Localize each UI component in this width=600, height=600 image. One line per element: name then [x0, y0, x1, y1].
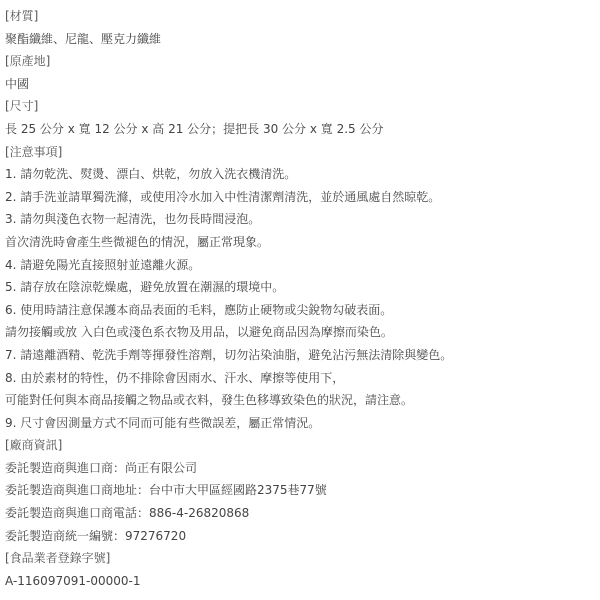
note-line: 8. 由於素材的特性，仍不排除會因雨水、汗水、摩擦等使用下，	[5, 370, 345, 385]
section-heading-registration: [食品業者登錄字號]	[5, 551, 111, 566]
note-line: 請勿接觸或放 入白色或淺色系衣物及用品，以避免商品因為摩擦而染色。	[5, 325, 393, 340]
vendor-phone: 委託製造商與進口商電話：886-4-26820868	[5, 506, 250, 521]
section-heading-notes: [注意事項]	[5, 144, 63, 159]
note-line: 可能對任何與本商品接觸之物品或衣料，發生色移導致染色的狀況，請注意。	[5, 393, 414, 408]
registration-number: A-116097091-00000-1	[5, 573, 141, 588]
origin-text: 中國	[5, 76, 30, 91]
size-text: 長 25 公分 x 寬 12 公分 x 高 21 公分；提把長 30 公分 x 寬 2.5 公分	[5, 121, 384, 136]
section-heading-vendor: [廠商資訊]	[5, 438, 63, 453]
note-line: 9. 尺寸會因測量方式不同而可能有些微誤差，屬正常情況。	[5, 415, 321, 430]
section-heading-material: [材質]	[5, 9, 39, 23]
section-heading-size: [尺寸]	[5, 99, 39, 114]
material-text: 聚酯纖維、尼龍、壓克力纖維	[5, 31, 162, 46]
note-line: 首次清洗時會產生些微褪色的情況，屬正常現象。	[5, 234, 270, 249]
note-line: 3. 請勿與淺色衣物一起清洗，也勿長時間浸泡。	[5, 212, 261, 227]
note-line: 6. 使用時請注意保護本商品表面的毛料，應防止硬物或尖銳物勾破表面。	[5, 302, 393, 317]
note-line: 7. 請遠離酒精、乾洗手劑等揮發性溶劑，切勿沾染油脂，避免沾污無法清除與變色。	[5, 347, 453, 362]
note-line: 5. 請存放在陰涼乾燥處，避免放置在潮濕的環境中。	[5, 280, 285, 295]
product-info-document	[5, 5, 595, 592]
vendor-name: 委託製造商與進口商：尚正有限公司	[5, 460, 198, 475]
note-line: 2. 請手洗並請單獨洗滌，或使用冷水加入中性清潔劑清洗，並於通風處自然晾乾。	[5, 189, 441, 204]
section-heading-origin: [原產地]	[5, 54, 51, 69]
vendor-address: 委託製造商與進口商地址：台中市大甲區經國路2375巷77號	[5, 483, 327, 498]
vendor-tax-id: 委託製造商統一編號：97276720	[5, 528, 187, 543]
note-line: 4. 請避免陽光直接照射並遠離火源。	[5, 257, 201, 272]
note-line: 1. 請勿乾洗、熨燙、漂白、烘乾，勿放入洗衣機清洗。	[5, 167, 297, 182]
